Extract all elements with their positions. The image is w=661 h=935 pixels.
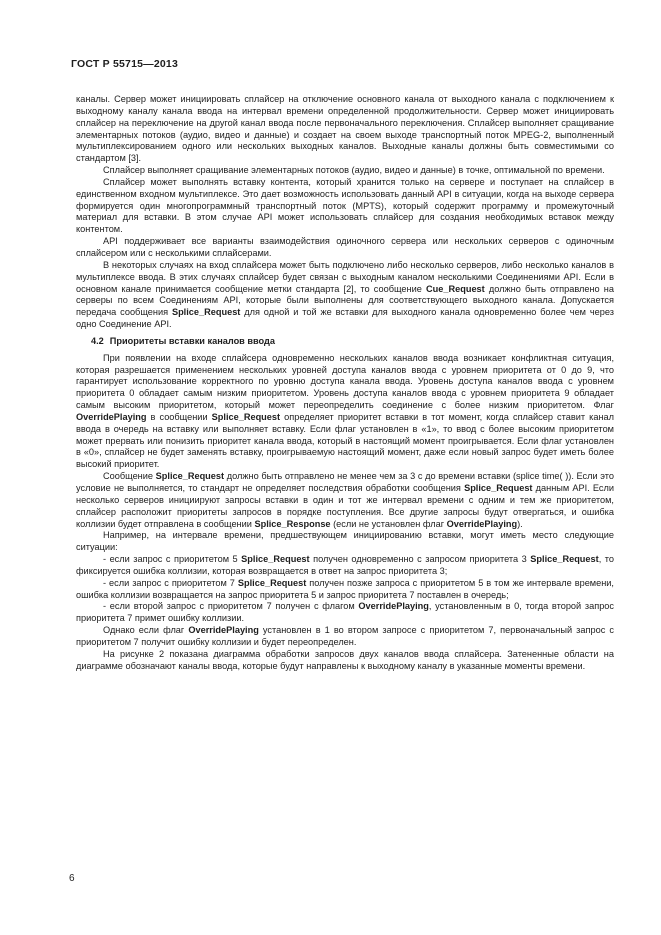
body-paragraph: API поддерживает все варианты взаимодействия одиночного сервера или нескольких серверов с одиночным сплайсером или с несколькими сплайсерами. [76, 236, 614, 258]
body-paragraph: Например, на интервале времени, предшествующем инициированию вставки, могут иметь место следующие ситуации: [76, 530, 614, 553]
body-paragraph: - если запрос с приоритетом 5 Splice_Request получен одновременно с запросом приоритета 3 Splice_Request, то фиксируется ошибка коллизии, которая возвращается в ответ на запрос приоритета 3; [76, 554, 614, 576]
bold-term: Splice_Request [530, 554, 599, 565]
bold-term: Splice_Request [241, 554, 310, 565]
bold-term: Splice_Request [464, 483, 533, 493]
document-header: ГОСТ Р 55715—2013 [71, 58, 179, 70]
bold-term: Splice_Request [211, 411, 281, 422]
bold-term: OverridePlaying [76, 411, 147, 422]
bold-term: Cue_Request [426, 283, 485, 294]
section-title: Приоритеты вставки каналов ввода [109, 335, 275, 346]
body-paragraph: Сплайсер может выполнять вставку контента, который хранится только на сервере и поступает на сплайсер в единственном входном мультиплексе. Это дает возможность использовать данный API в ситуации, когда на выходе сервера формируется один многопрограммный транспортный поток (MPTS), который содержит программу и промежуточный материал для вставки. В этом случае API может использовать сплайсер для создания необходимых вставок между контентом. [76, 176, 614, 235]
bold-term: Splice_Request [171, 307, 241, 318]
section-number: 4.2 [91, 335, 104, 346]
page-number: 6 [69, 873, 75, 884]
bold-term: Splice_Response [254, 518, 331, 529]
bold-term: OverridePlaying [188, 625, 259, 636]
bold-term: OverridePlaying [446, 518, 518, 529]
bold-term: Splice_Request [155, 471, 225, 482]
bold-term: OverridePlaying [358, 601, 429, 612]
bold-term: Splice_Request [237, 577, 307, 588]
body-paragraph: При появлении на входе сплайсера одновременно нескольких каналов ввода возникает конфликтная ситуация, которая разрешается применением нескольких уровней доступа каналов ввода с уровнем приоритета от 0 до 9, что гарантирует использование корректного по уровню доступа канала ввода. Уровень доступа каналов ввода с уровнем приоритета 0 обладает самым низким приоритетом. Уровень доступа каналов ввода с уровнем приоритета 9 обладает самым высоким приоритетом, который может переопределить соединение с более низким приоритетом. Флаг OverridePlaying в сообщении Splice_Request определяет приоритет вставки в тот момент, когда сплайсер ставит канал ввода в очередь на вставку или выполняет вставку. Если флаг установлен в «1», то ввод с более высоким приоритетом может прервать или понизить приоритет канала ввода, который в настоящий момент проигрывается. Если флаг установлен в «0», сплайсер не будет заменять вставку, проигрываемую настоящий момент, даже если новый запрос будет иметь более высокий приоритет. [76, 352, 614, 470]
body-paragraph: На рисунке 2 показана диаграмма обработки запросов двух каналов ввода сплайсера. Затененные области на диаграмме обозначают каналы ввода, которые будут направлены к выходному каналу в указанные моменты времени. [76, 648, 614, 671]
body-paragraph: каналы. Сервер может инициировать сплайсер на отключение основного канала от выходного канала с подключением к выходному каналу канала ввода на интервал времени определенной продолжительности. Сервер может инициировать сплайсер на переключение на другой канал ввода после первоначального переключения. Сплайсер выполняет сращивание элементарных потоков (аудио, видео и данные) и создает на своем выходе транспортный поток MPEG-2, выполненный мультиплексированием одного или нескольких выходных каналов. Выходные каналы должны быть совместимыми со стандартом [3]. [76, 94, 614, 164]
body-paragraph: В некоторых случаях на вход сплайсера может быть подключено либо несколько серверов, либо несколько каналов в мультиплексе ввода. В этих случаях сплайсер будет связан с выходным каналом несколькими Соединениями API. Если в основном канале принимается сообщение метки стандарта [2], то сообщение Cue_Request должно быть отправлено на серверы по всем Соединениям API, которые были выполнены для соответствующего выходного канала. Допускается передача сообщения Splice_Request для одной и той же вставки для выходного канала одновременно более чем через одно Соединение API. [76, 259, 614, 330]
body-paragraph: Однако если флаг OverridePlaying установлен в 1 во втором запросе с приоритетом 7, первоначальный запрос с приоритетом 7 получит ошибку коллизии и будет переопределен. [76, 625, 614, 647]
body-paragraph: Сплайсер выполняет сращивание элементарных потоков (аудио, видео и данные) в точке, оптимальной по времени. [103, 165, 605, 176]
section-heading [76, 336, 614, 348]
body-paragraph: Сообщение Splice_Request должно быть отправлено не менее чем за 3 с до времени вставки (splice time( )). Если это условие не выполняется, то стандарт не определяет последствия обработки сообщения Splice_Request данным API. Если несколько серверов инициируют запросы вставки в один и тот же интервал времени с одним и тем же приоритетом, сплайсер расположит приоритеты запросов в порядке поступления. Все другие запросы будут отвергаться, и ошибка коллизии будет отправлена в сообщении Splice_Response (если не установлен флаг OverridePlaying). [76, 471, 614, 529]
body-paragraph: - если второй запрос с приоритетом 7 получен с флагом OverridePlaying, установленным в 0, тогда второй запрос приоритета 7 примет ошибку коллизии. [76, 601, 615, 624]
document-body [76, 94, 614, 673]
body-paragraph: - если запрос с приоритетом 7 Splice_Request получен позже запроса с приоритетом 5 в том же интервале времени, ошибка коллизии возвращается на запрос приоритета 5 и запрос приоритета 7 поставлен в очередь; [76, 577, 614, 600]
